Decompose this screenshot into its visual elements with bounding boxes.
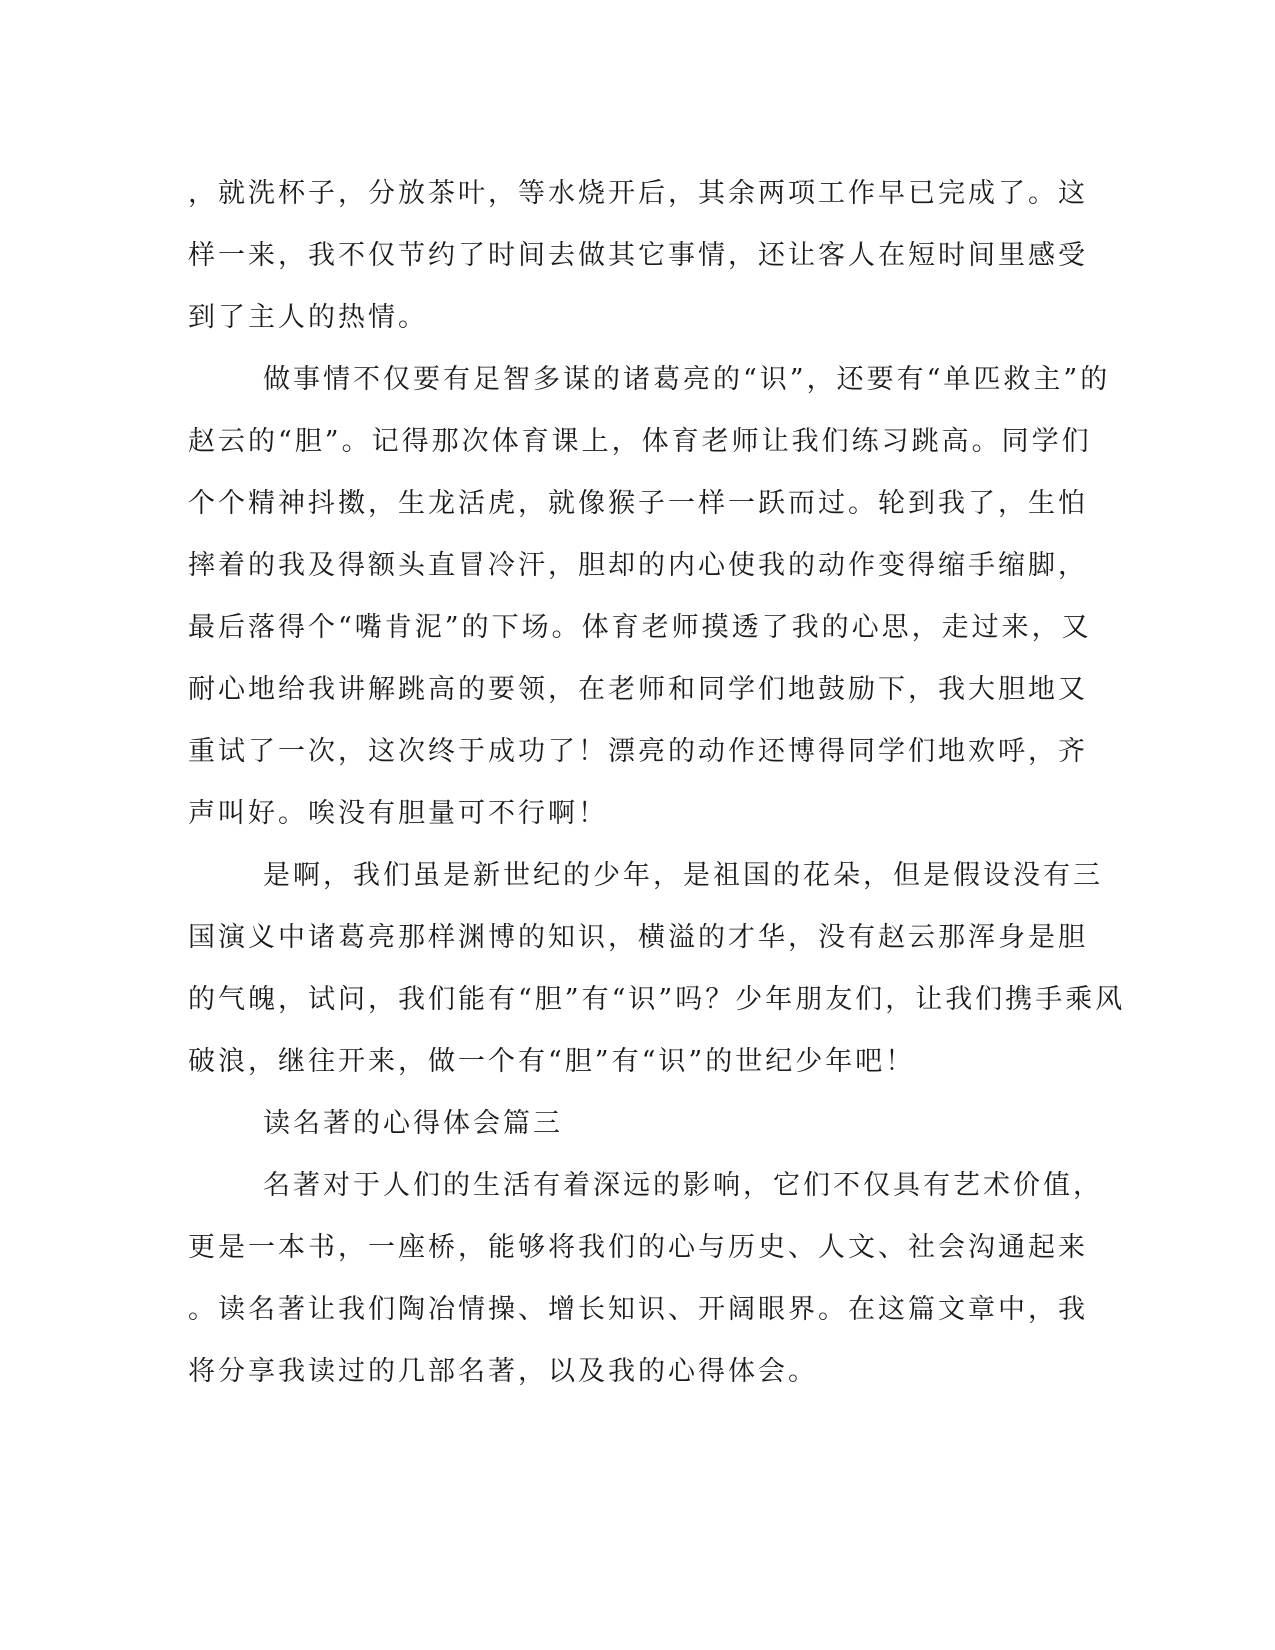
section-heading: 读名著的心得体会篇三 — [263, 1108, 563, 1139]
text-line: 重试了一次，这次终于成功了！漂亮的动作还博得同学们地欢呼，齐 — [188, 736, 1088, 767]
text-line: 将分享我读过的几部名著，以及我的心得体会。 — [188, 1356, 818, 1387]
paragraph-start-line: 做事情不仅要有足智多谋的诸葛亮的“识”，还要有“单匹救主”的 — [263, 364, 1111, 395]
text-line: 耐心地给我讲解跳高的要领，在老师和同学们地鼓励下，我大胆地又 — [188, 674, 1088, 705]
text-line: 。读名著让我们陶冶情操、增长知识、开阔眼界。在这篇文章中，我 — [188, 1294, 1088, 1325]
document-body — [188, 163, 1126, 1403]
text-line: 最后落得个“嘴肯泥”的下场。体育老师摸透了我的心思，走过来，又 — [188, 612, 1092, 643]
text-line: 声叫好。唉没有胆量可不行啊！ — [188, 798, 608, 829]
text-line: ，就洗杯子，分放茶叶，等水烧开后，其余两项工作早已完成了。这 — [188, 178, 1088, 209]
paragraph-start-line: 名著对于人们的生活有着深远的影响，它们不仅具有艺术价值， — [263, 1170, 1103, 1201]
text-line: 国演义中诸葛亮那样渊博的知识，横溢的才华，没有赵云那浑身是胆 — [188, 922, 1088, 953]
text-line: 个个精神抖擞，生龙活虎，就像猴子一样一跃而过。轮到我了，生怕 — [188, 488, 1088, 519]
text-line: 赵云的“胆”。记得那次体育课上，体育老师让我们练习跳高。同学们 — [188, 426, 1092, 457]
text-line: 破浪，继往开来，做一个有“胆”有“识”的世纪少年吧！ — [188, 1046, 916, 1077]
text-line: 更是一本书，一座桥，能够将我们的心与历史、人文、社会沟通起来 — [188, 1232, 1088, 1263]
text-line: 的气魄，试问，我们能有“胆”有“识”吗？少年朋友们，让我们携手乘风 — [188, 984, 1126, 1015]
paragraph-start-line: 是啊，我们虽是新世纪的少年，是祖国的花朵，但是假设没有三 — [263, 860, 1103, 891]
text-line: 到了主人的热情。 — [188, 302, 428, 333]
text-line: 摔着的我及得额头直冒冷汗，胆却的内心使我的动作变得缩手缩脚， — [188, 550, 1088, 581]
text-line: 样一来，我不仅节约了时间去做其它事情，还让客人在短时间里感受 — [188, 240, 1088, 271]
